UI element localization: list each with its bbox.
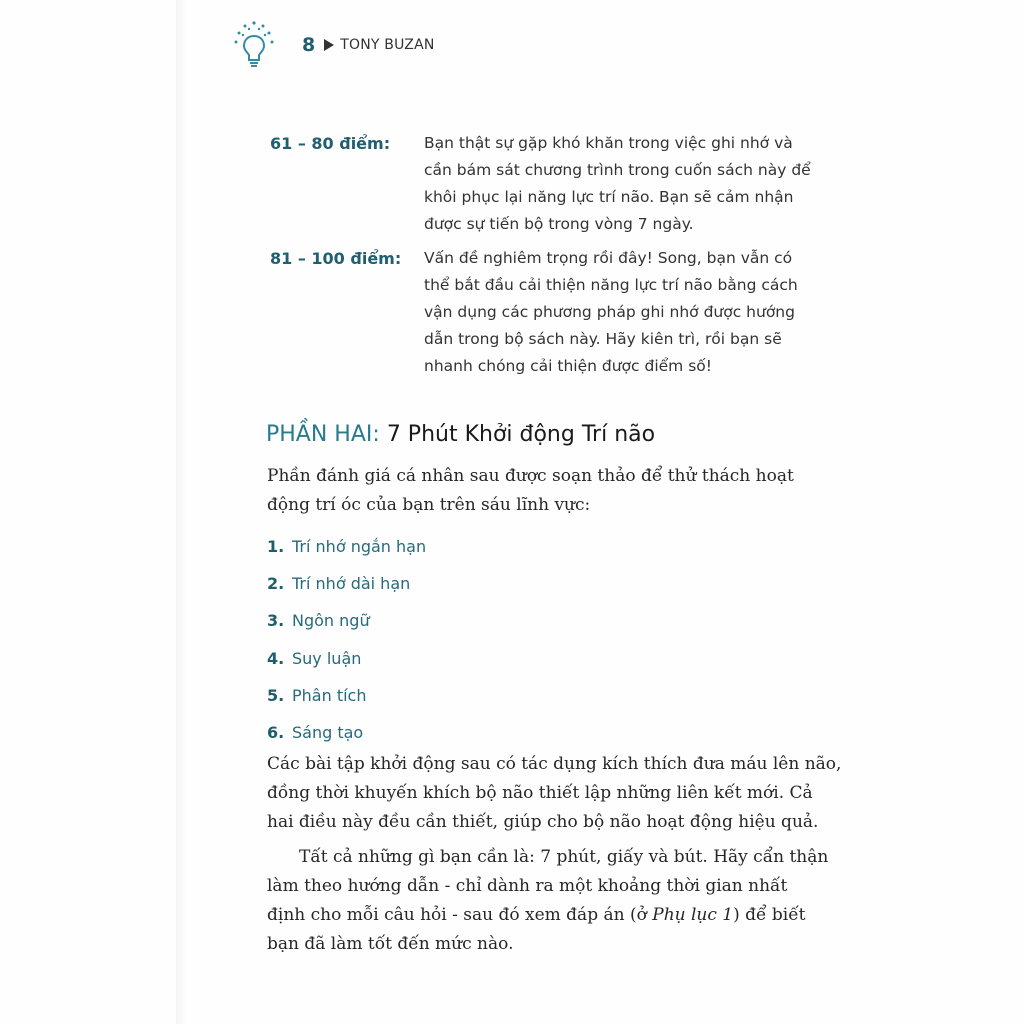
list-item — [267, 677, 426, 714]
list-item-number: 3. — [267, 611, 285, 631]
score-line: được sự tiến bộ trong vòng 7 ngày. — [424, 215, 694, 233]
page-header — [232, 20, 435, 70]
list-item — [267, 602, 426, 639]
score-line: khôi phục lại năng lực trí não. Bạn sẽ cảm nhận — [424, 188, 794, 206]
skill-areas-list — [267, 528, 426, 751]
list-item-label: Trí nhớ ngắn hạn — [292, 537, 427, 557]
score-line: thể bắt đầu cải thiện năng lực trí não bằng cách — [424, 276, 798, 294]
paragraph-line: hai điều này đều cần thiết, giúp cho bộ não hoạt động hiệu quả. — [267, 812, 819, 832]
author-name: TONY BUZAN — [340, 37, 435, 53]
list-item — [267, 714, 426, 751]
paragraph-line: Tất cả những gì bạn cần là: 7 phút, giấy và bút. Hãy cẩn thận — [299, 847, 829, 867]
list-item-label: Trí nhớ dài hạn — [292, 574, 411, 594]
intro-line: Phần đánh giá cá nhân sau được soạn thảo để thử thách hoạt — [267, 466, 794, 486]
paragraph-line: bạn đã làm tốt đến mức nào. — [267, 934, 514, 954]
body-paragraph-2 — [267, 843, 829, 959]
list-item-number: 1. — [267, 537, 285, 557]
list-item-number: 4. — [267, 648, 285, 668]
page-edge-shadow — [176, 0, 186, 1024]
body-paragraph-1 — [267, 750, 842, 837]
lightbulb-icon — [232, 20, 276, 70]
list-item-label: Phân tích — [292, 685, 367, 705]
section-title-text: 7 Phút Khởi động Trí não — [386, 422, 656, 447]
play-arrow-icon — [324, 39, 334, 51]
section-part-label: PHẦN HAI: — [266, 422, 380, 447]
score-line: vận dụng các phương pháp ghi nhớ được hướng — [424, 303, 795, 321]
list-item-number: 5. — [267, 685, 285, 705]
intro-paragraph — [267, 462, 807, 520]
score-line: dẫn trong bộ sách này. Hãy kiên trì, rồi bạn sẽ — [424, 330, 782, 348]
list-item-label: Suy luận — [292, 648, 362, 668]
list-item — [267, 528, 426, 565]
score-description-81-100 — [424, 245, 810, 380]
list-item-number: 6. — [267, 723, 285, 743]
paragraph-line: làm theo hướng dẫn - chỉ dành ra một khoảng thời gian nhất — [267, 876, 788, 896]
appendix-reference: Phụ lục 1 — [652, 905, 734, 925]
paragraph-line — [267, 901, 807, 930]
score-line: nhanh chóng cải thiện được điểm số! — [424, 357, 712, 375]
intro-line: động trí óc của bạn trên sáu lĩnh vực: — [267, 495, 591, 515]
list-item-number: 2. — [267, 574, 285, 594]
paragraph-text: ) để biết — [733, 905, 806, 925]
list-item — [267, 640, 426, 677]
list-item-label: Sáng tạo — [292, 723, 364, 743]
list-item-label: Ngôn ngữ — [292, 611, 370, 631]
paragraph-text: định cho mỗi câu hỏi - sau đó xem đáp án (ở — [267, 905, 653, 925]
score-line: cần bám sát chương trình trong cuốn sách này để — [424, 161, 811, 179]
section-heading — [266, 422, 655, 447]
score-line: Bạn thật sự gặp khó khăn trong việc ghi nhớ và — [424, 134, 793, 152]
score-range-61-80: 61 – 80 điểm: — [270, 134, 391, 153]
page-number: 8 — [302, 34, 316, 56]
score-line: Vấn đề nghiêm trọng rồi đây! Song, bạn vẫn có — [424, 249, 793, 267]
list-item — [267, 565, 426, 602]
score-description-61-80 — [424, 130, 810, 238]
score-range-81-100: 81 – 100 điểm: — [270, 249, 402, 268]
paragraph-line: đồng thời khuyến khích bộ não thiết lập những liên kết mới. Cả — [267, 783, 813, 803]
paragraph-line: Các bài tập khởi động sau có tác dụng kích thích đưa máu lên não, — [267, 754, 842, 774]
